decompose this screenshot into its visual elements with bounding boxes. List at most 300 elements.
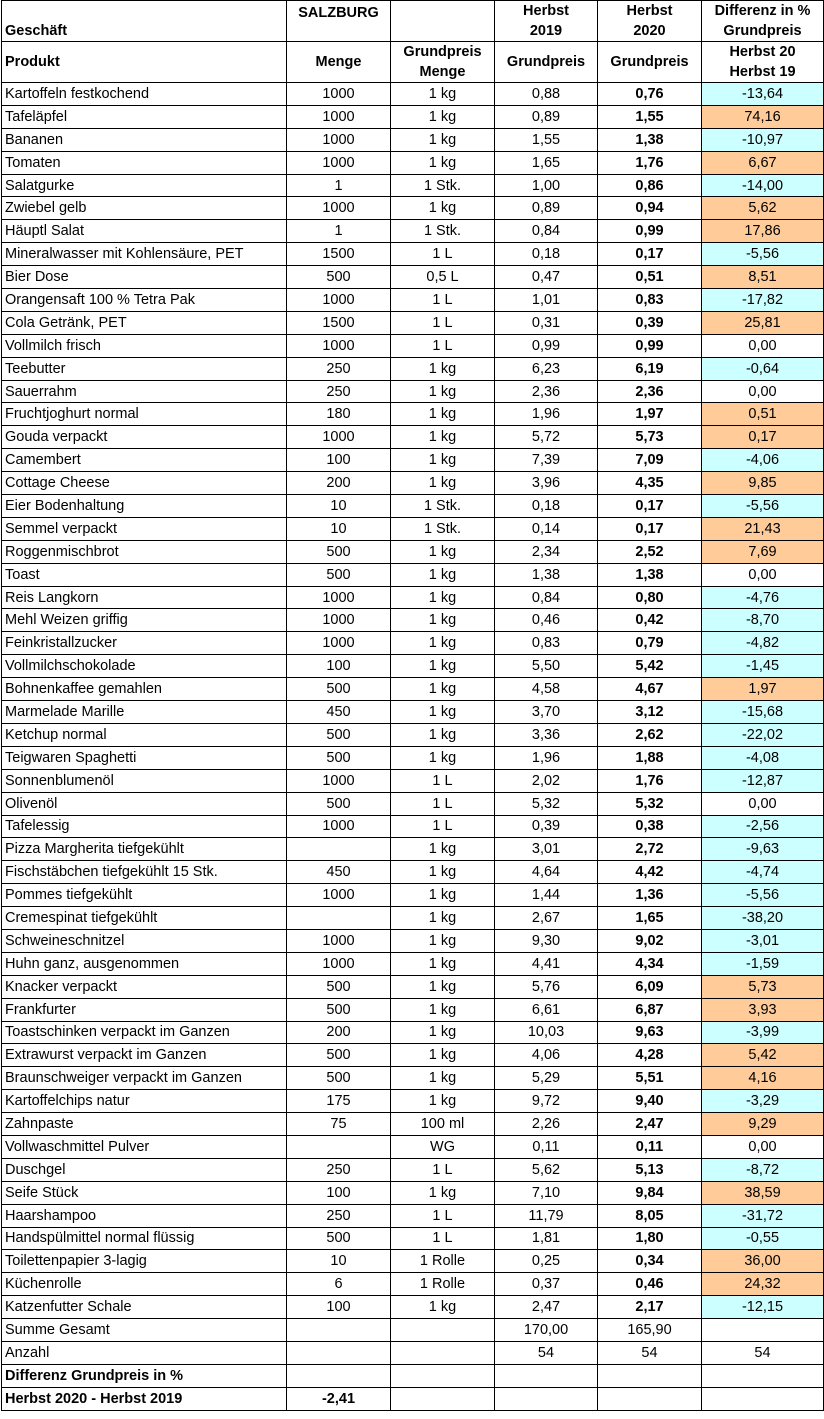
cell-differenz[interactable]: 5,62 [702, 197, 824, 220]
cell-differenz[interactable]: -4,74 [702, 861, 824, 884]
cell-menge[interactable]: 500 [287, 1227, 391, 1250]
cell-grundpreis-2020[interactable]: 0,80 [598, 586, 702, 609]
cell-grundpreis-2020[interactable]: 2,52 [598, 540, 702, 563]
cell-grundpreis-2020[interactable]: 9,40 [598, 1090, 702, 1113]
cell-grundpreis-2020[interactable]: 2,17 [598, 1296, 702, 1319]
cell-differenz[interactable]: 1,97 [702, 678, 824, 701]
cell-differenz[interactable]: 17,86 [702, 220, 824, 243]
cell-menge[interactable]: 10 [287, 495, 391, 518]
differenz-row2-cell-6[interactable] [702, 1387, 824, 1410]
cell-differenz[interactable]: -3,29 [702, 1090, 824, 1113]
cell-differenz[interactable]: 74,16 [702, 105, 824, 128]
cell-grundpreis-2019[interactable]: 0,37 [495, 1273, 598, 1296]
cell-grundpreis-2019[interactable]: 3,96 [495, 472, 598, 495]
cell-grundpreis-menge[interactable]: 1 kg [391, 678, 495, 701]
cell-grundpreis-menge[interactable]: 1 L [391, 289, 495, 312]
cell-menge[interactable] [287, 838, 391, 861]
cell-menge[interactable]: 1000 [287, 769, 391, 792]
cell-differenz[interactable]: 7,69 [702, 540, 824, 563]
cell-grundpreis-2020[interactable]: 5,51 [598, 1067, 702, 1090]
cell-differenz[interactable]: -1,45 [702, 655, 824, 678]
anzahl-2020[interactable]: 54 [598, 1341, 702, 1364]
cell-grundpreis-2019[interactable]: 10,03 [495, 1021, 598, 1044]
cell-grundpreis-2020[interactable]: 5,13 [598, 1158, 702, 1181]
cell-menge[interactable]: 500 [287, 540, 391, 563]
cell-differenz[interactable]: -8,72 [702, 1158, 824, 1181]
cell-grundpreis-2020[interactable]: 0,39 [598, 311, 702, 334]
cell-produkt[interactable]: Sauerrahm [2, 380, 287, 403]
cell-produkt[interactable]: Knacker verpackt [2, 975, 287, 998]
anzahl-menge-cell[interactable] [287, 1341, 391, 1364]
cell-menge[interactable]: 500 [287, 563, 391, 586]
cell-grundpreis-2020[interactable]: 5,42 [598, 655, 702, 678]
cell-grundpreis-menge[interactable]: 1 kg [391, 861, 495, 884]
cell-grundpreis-menge[interactable]: 1 Stk. [391, 174, 495, 197]
cell-differenz[interactable]: 0,51 [702, 403, 824, 426]
cell-produkt[interactable]: Tomaten [2, 151, 287, 174]
cell-menge[interactable]: 500 [287, 746, 391, 769]
cell-produkt[interactable]: Reis Langkorn [2, 586, 287, 609]
cell-grundpreis-2019[interactable]: 1,55 [495, 128, 598, 151]
cell-produkt[interactable]: Toast [2, 563, 287, 586]
cell-menge[interactable]: 1000 [287, 426, 391, 449]
cell-grundpreis-2020[interactable]: 8,05 [598, 1204, 702, 1227]
cell-grundpreis-2019[interactable]: 0,47 [495, 266, 598, 289]
cell-grundpreis-2019[interactable]: 2,26 [495, 1113, 598, 1136]
summe-gmenge-cell[interactable] [391, 1319, 495, 1342]
cell-grundpreis-2019[interactable]: 0,88 [495, 83, 598, 106]
cell-grundpreis-2020[interactable]: 1,80 [598, 1227, 702, 1250]
cell-grundpreis-2020[interactable]: 6,87 [598, 998, 702, 1021]
cell-differenz[interactable]: -4,76 [702, 586, 824, 609]
cell-grundpreis-2019[interactable]: 2,02 [495, 769, 598, 792]
cell-grundpreis-menge[interactable]: 1 kg [391, 357, 495, 380]
cell-grundpreis-2019[interactable]: 2,36 [495, 380, 598, 403]
cell-grundpreis-2020[interactable]: 0,94 [598, 197, 702, 220]
cell-differenz[interactable]: 8,51 [702, 266, 824, 289]
cell-menge[interactable]: 1000 [287, 334, 391, 357]
cell-grundpreis-2020[interactable]: 1,76 [598, 151, 702, 174]
cell-produkt[interactable]: Feinkristallzucker [2, 632, 287, 655]
cell-grundpreis-menge[interactable]: 100 ml [391, 1113, 495, 1136]
cell-menge[interactable]: 75 [287, 1113, 391, 1136]
cell-produkt[interactable]: Haarshampoo [2, 1204, 287, 1227]
cell-grundpreis-menge[interactable]: 1 L [391, 1227, 495, 1250]
cell-grundpreis-2020[interactable]: 7,09 [598, 449, 702, 472]
cell-grundpreis-2019[interactable]: 0,84 [495, 586, 598, 609]
cell-menge[interactable]: 1 [287, 220, 391, 243]
cell-produkt[interactable]: Cremespinat tiefgekühlt [2, 907, 287, 930]
cell-grundpreis-2019[interactable]: 4,41 [495, 952, 598, 975]
differenz-row1-cell-6[interactable] [702, 1364, 824, 1387]
cell-menge[interactable] [287, 907, 391, 930]
cell-grundpreis-2019[interactable]: 0,46 [495, 609, 598, 632]
differenz-row1-cell-3[interactable] [391, 1364, 495, 1387]
cell-grundpreis-menge[interactable]: WG [391, 1135, 495, 1158]
cell-grundpreis-menge[interactable]: 1 kg [391, 426, 495, 449]
cell-grundpreis-2020[interactable]: 2,62 [598, 723, 702, 746]
cell-menge[interactable]: 500 [287, 1044, 391, 1067]
cell-grundpreis-menge[interactable]: 1 kg [391, 746, 495, 769]
cell-grundpreis-2019[interactable]: 7,39 [495, 449, 598, 472]
cell-produkt[interactable]: Duschgel [2, 1158, 287, 1181]
cell-produkt[interactable]: Gouda verpackt [2, 426, 287, 449]
cell-menge[interactable]: 500 [287, 678, 391, 701]
cell-differenz[interactable]: -4,06 [702, 449, 824, 472]
cell-differenz[interactable]: 0,17 [702, 426, 824, 449]
cell-produkt[interactable]: Toastschinken verpackt im Ganzen [2, 1021, 287, 1044]
cell-grundpreis-menge[interactable]: 1 kg [391, 907, 495, 930]
cell-grundpreis-2020[interactable]: 0,83 [598, 289, 702, 312]
cell-produkt[interactable]: Toilettenpapier 3-lagig [2, 1250, 287, 1273]
cell-grundpreis-menge[interactable]: 1 kg [391, 838, 495, 861]
cell-menge[interactable]: 1000 [287, 83, 391, 106]
cell-differenz[interactable]: -4,08 [702, 746, 824, 769]
cell-produkt[interactable]: Mehl Weizen griffig [2, 609, 287, 632]
cell-menge[interactable]: 1000 [287, 632, 391, 655]
cell-produkt[interactable]: Schweineschnitzel [2, 929, 287, 952]
anzahl-label[interactable]: Anzahl [2, 1341, 287, 1364]
header-region[interactable]: SALZBURG [287, 1, 391, 42]
cell-grundpreis-2019[interactable]: 0,83 [495, 632, 598, 655]
cell-grundpreis-2020[interactable]: 0,42 [598, 609, 702, 632]
cell-produkt[interactable]: Mineralwasser mit Kohlensäure, PET [2, 243, 287, 266]
cell-menge[interactable]: 500 [287, 998, 391, 1021]
cell-grundpreis-2019[interactable]: 6,61 [495, 998, 598, 1021]
cell-produkt[interactable]: Roggenmischbrot [2, 540, 287, 563]
cell-differenz[interactable]: -0,64 [702, 357, 824, 380]
cell-differenz[interactable]: -5,56 [702, 495, 824, 518]
cell-grundpreis-2020[interactable]: 0,86 [598, 174, 702, 197]
cell-grundpreis-menge[interactable]: 1 kg [391, 952, 495, 975]
cell-grundpreis-menge[interactable]: 1 kg [391, 1090, 495, 1113]
differenz-row2-cell-4[interactable] [495, 1387, 598, 1410]
cell-grundpreis-menge[interactable]: 1 Stk. [391, 517, 495, 540]
cell-grundpreis-menge[interactable]: 1 kg [391, 540, 495, 563]
cell-produkt[interactable]: Teigwaren Spaghetti [2, 746, 287, 769]
cell-grundpreis-2020[interactable]: 1,55 [598, 105, 702, 128]
cell-grundpreis-2020[interactable]: 0,17 [598, 517, 702, 540]
cell-grundpreis-menge[interactable]: 1 kg [391, 884, 495, 907]
cell-differenz[interactable]: 36,00 [702, 1250, 824, 1273]
cell-menge[interactable]: 1000 [287, 151, 391, 174]
cell-grundpreis-menge[interactable]: 1 kg [391, 403, 495, 426]
cell-grundpreis-2020[interactable]: 1,76 [598, 769, 702, 792]
cell-menge[interactable]: 10 [287, 517, 391, 540]
header-menge[interactable]: Menge [287, 42, 391, 83]
cell-differenz[interactable]: 9,29 [702, 1113, 824, 1136]
header-grundpreis-2020[interactable]: Grundpreis [598, 42, 702, 83]
cell-produkt[interactable]: Pommes tiefgekühlt [2, 884, 287, 907]
cell-differenz[interactable]: -15,68 [702, 701, 824, 724]
cell-produkt[interactable]: Kartoffelchips natur [2, 1090, 287, 1113]
cell-grundpreis-2019[interactable]: 0,14 [495, 517, 598, 540]
cell-differenz[interactable]: -9,63 [702, 838, 824, 861]
cell-differenz[interactable]: 24,32 [702, 1273, 824, 1296]
cell-grundpreis-2020[interactable]: 0,99 [598, 334, 702, 357]
cell-produkt[interactable]: Salatgurke [2, 174, 287, 197]
cell-differenz[interactable]: -31,72 [702, 1204, 824, 1227]
cell-grundpreis-menge[interactable]: 1 kg [391, 151, 495, 174]
cell-differenz[interactable]: 9,85 [702, 472, 824, 495]
cell-produkt[interactable]: Frankfurter [2, 998, 287, 1021]
cell-differenz[interactable]: 0,00 [702, 1135, 824, 1158]
cell-produkt[interactable]: Tafeläpfel [2, 105, 287, 128]
cell-grundpreis-2019[interactable]: 0,39 [495, 815, 598, 838]
cell-menge[interactable]: 1000 [287, 197, 391, 220]
cell-menge[interactable]: 1 [287, 174, 391, 197]
cell-grundpreis-2020[interactable]: 4,42 [598, 861, 702, 884]
cell-produkt[interactable]: Ketchup normal [2, 723, 287, 746]
cell-grundpreis-menge[interactable]: 1 kg [391, 655, 495, 678]
cell-grundpreis-2019[interactable]: 4,58 [495, 678, 598, 701]
cell-differenz[interactable]: -10,97 [702, 128, 824, 151]
cell-grundpreis-2020[interactable]: 2,36 [598, 380, 702, 403]
cell-grundpreis-2019[interactable]: 7,10 [495, 1181, 598, 1204]
cell-produkt[interactable]: Olivenöl [2, 792, 287, 815]
cell-grundpreis-2019[interactable]: 5,76 [495, 975, 598, 998]
cell-grundpreis-2019[interactable]: 9,72 [495, 1090, 598, 1113]
cell-grundpreis-menge[interactable]: 1 kg [391, 197, 495, 220]
cell-grundpreis-menge[interactable]: 1 L [391, 815, 495, 838]
cell-produkt[interactable]: Häuptl Salat [2, 220, 287, 243]
cell-grundpreis-menge[interactable]: 1 kg [391, 1296, 495, 1319]
cell-menge[interactable]: 1000 [287, 289, 391, 312]
cell-grundpreis-2019[interactable]: 5,62 [495, 1158, 598, 1181]
header-geschaeft[interactable]: Geschäft [2, 1, 287, 42]
header-herbst-compare[interactable] [702, 42, 824, 83]
cell-grundpreis-2020[interactable]: 5,73 [598, 426, 702, 449]
cell-produkt[interactable]: Cola Getränk, PET [2, 311, 287, 334]
differenz-row2-cell-5[interactable] [598, 1387, 702, 1410]
cell-menge[interactable]: 1000 [287, 815, 391, 838]
differenz-label-2[interactable]: Herbst 2020 - Herbst 2019 [2, 1387, 287, 1410]
cell-grundpreis-2020[interactable]: 0,38 [598, 815, 702, 838]
cell-grundpreis-2020[interactable]: 1,97 [598, 403, 702, 426]
cell-produkt[interactable]: Semmel verpackt [2, 517, 287, 540]
anzahl-gmenge-cell[interactable] [391, 1341, 495, 1364]
header-produkt[interactable]: Produkt [2, 42, 287, 83]
cell-grundpreis-2020[interactable]: 9,63 [598, 1021, 702, 1044]
summe-label[interactable]: Summe Gesamt [2, 1319, 287, 1342]
header-empty[interactable] [391, 1, 495, 42]
cell-grundpreis-2020[interactable]: 2,47 [598, 1113, 702, 1136]
cell-grundpreis-menge[interactable]: 1 L [391, 311, 495, 334]
cell-grundpreis-menge[interactable]: 1 kg [391, 83, 495, 106]
cell-grundpreis-menge[interactable]: 1 kg [391, 105, 495, 128]
cell-menge[interactable]: 1000 [287, 586, 391, 609]
cell-menge[interactable]: 250 [287, 357, 391, 380]
cell-grundpreis-2019[interactable]: 4,64 [495, 861, 598, 884]
cell-grundpreis-2019[interactable]: 1,96 [495, 403, 598, 426]
cell-produkt[interactable]: Teebutter [2, 357, 287, 380]
cell-grundpreis-menge[interactable]: 0,5 L [391, 266, 495, 289]
cell-produkt[interactable]: Kartoffeln festkochend [2, 83, 287, 106]
cell-differenz[interactable]: -2,56 [702, 815, 824, 838]
cell-menge[interactable]: 1000 [287, 105, 391, 128]
cell-menge[interactable]: 450 [287, 861, 391, 884]
header-herbst-2019[interactable] [495, 1, 598, 42]
cell-grundpreis-menge[interactable]: 1 Rolle [391, 1273, 495, 1296]
differenz-value[interactable]: -2,41 [287, 1387, 391, 1410]
cell-produkt[interactable]: Huhn ganz, ausgenommen [2, 952, 287, 975]
cell-grundpreis-2019[interactable]: 5,29 [495, 1067, 598, 1090]
cell-menge[interactable]: 1000 [287, 128, 391, 151]
cell-grundpreis-2019[interactable]: 0,89 [495, 197, 598, 220]
cell-menge[interactable]: 6 [287, 1273, 391, 1296]
cell-menge[interactable]: 100 [287, 655, 391, 678]
cell-grundpreis-menge[interactable]: 1 kg [391, 1021, 495, 1044]
header-herbst-2020[interactable] [598, 1, 702, 42]
cell-produkt[interactable]: Vollmilch frisch [2, 334, 287, 357]
anzahl-diff[interactable]: 54 [702, 1341, 824, 1364]
cell-differenz[interactable]: 4,16 [702, 1067, 824, 1090]
cell-produkt[interactable]: Zahnpaste [2, 1113, 287, 1136]
cell-grundpreis-2020[interactable]: 1,36 [598, 884, 702, 907]
cell-grundpreis-2020[interactable]: 0,11 [598, 1135, 702, 1158]
cell-grundpreis-2020[interactable]: 1,38 [598, 128, 702, 151]
cell-grundpreis-2019[interactable]: 0,25 [495, 1250, 598, 1273]
cell-grundpreis-2019[interactable]: 2,34 [495, 540, 598, 563]
cell-differenz[interactable]: -1,59 [702, 952, 824, 975]
cell-grundpreis-2020[interactable]: 6,09 [598, 975, 702, 998]
cell-grundpreis-2019[interactable]: 6,23 [495, 357, 598, 380]
cell-grundpreis-2019[interactable]: 1,01 [495, 289, 598, 312]
differenz-row2-cell-3[interactable] [391, 1387, 495, 1410]
cell-differenz[interactable]: -3,01 [702, 929, 824, 952]
cell-menge[interactable]: 250 [287, 380, 391, 403]
cell-grundpreis-2019[interactable]: 1,44 [495, 884, 598, 907]
cell-produkt[interactable]: Sonnenblumenöl [2, 769, 287, 792]
cell-differenz[interactable]: -8,70 [702, 609, 824, 632]
cell-grundpreis-menge[interactable]: 1 L [391, 334, 495, 357]
cell-menge[interactable]: 250 [287, 1158, 391, 1181]
cell-differenz[interactable]: -0,55 [702, 1227, 824, 1250]
cell-grundpreis-menge[interactable]: 1 L [391, 792, 495, 815]
cell-produkt[interactable]: Bier Dose [2, 266, 287, 289]
cell-grundpreis-2020[interactable]: 0,99 [598, 220, 702, 243]
cell-grundpreis-2020[interactable]: 9,02 [598, 929, 702, 952]
cell-menge[interactable]: 1000 [287, 952, 391, 975]
header-grundpreis-menge[interactable] [391, 42, 495, 83]
cell-grundpreis-2019[interactable]: 4,06 [495, 1044, 598, 1067]
cell-differenz[interactable]: -22,02 [702, 723, 824, 746]
cell-produkt[interactable]: Tafelessig [2, 815, 287, 838]
cell-grundpreis-2019[interactable]: 1,65 [495, 151, 598, 174]
cell-grundpreis-2019[interactable]: 0,99 [495, 334, 598, 357]
cell-produkt[interactable]: Bohnenkaffee gemahlen [2, 678, 287, 701]
differenz-row1-cell-2[interactable] [287, 1364, 391, 1387]
cell-grundpreis-menge[interactable]: 1 L [391, 243, 495, 266]
cell-menge[interactable]: 250 [287, 1204, 391, 1227]
cell-menge[interactable]: 1000 [287, 929, 391, 952]
cell-grundpreis-2020[interactable]: 4,28 [598, 1044, 702, 1067]
header-grundpreis-2019[interactable]: Grundpreis [495, 42, 598, 83]
cell-menge[interactable]: 100 [287, 449, 391, 472]
cell-menge[interactable]: 450 [287, 701, 391, 724]
cell-differenz[interactable]: 5,42 [702, 1044, 824, 1067]
cell-menge[interactable]: 500 [287, 723, 391, 746]
cell-grundpreis-menge[interactable]: 1 kg [391, 128, 495, 151]
cell-menge[interactable]: 100 [287, 1181, 391, 1204]
cell-grundpreis-2019[interactable]: 5,32 [495, 792, 598, 815]
cell-grundpreis-2020[interactable]: 0,51 [598, 266, 702, 289]
cell-menge[interactable]: 1000 [287, 884, 391, 907]
cell-grundpreis-2019[interactable]: 1,38 [495, 563, 598, 586]
cell-grundpreis-2019[interactable]: 0,11 [495, 1135, 598, 1158]
cell-grundpreis-2019[interactable]: 1,81 [495, 1227, 598, 1250]
cell-grundpreis-2020[interactable]: 2,72 [598, 838, 702, 861]
cell-produkt[interactable]: Vollwaschmittel Pulver [2, 1135, 287, 1158]
cell-menge[interactable]: 500 [287, 1067, 391, 1090]
cell-grundpreis-2019[interactable]: 0,31 [495, 311, 598, 334]
cell-menge[interactable]: 500 [287, 266, 391, 289]
cell-grundpreis-2019[interactable]: 11,79 [495, 1204, 598, 1227]
cell-grundpreis-2020[interactable]: 0,46 [598, 1273, 702, 1296]
cell-differenz[interactable]: 6,67 [702, 151, 824, 174]
cell-grundpreis-2020[interactable]: 3,12 [598, 701, 702, 724]
cell-grundpreis-menge[interactable]: 1 L [391, 1204, 495, 1227]
cell-differenz[interactable]: 3,93 [702, 998, 824, 1021]
cell-grundpreis-menge[interactable]: 1 L [391, 769, 495, 792]
cell-grundpreis-2020[interactable]: 1,38 [598, 563, 702, 586]
cell-grundpreis-menge[interactable]: 1 Stk. [391, 220, 495, 243]
cell-grundpreis-2020[interactable]: 4,35 [598, 472, 702, 495]
cell-differenz[interactable]: 5,73 [702, 975, 824, 998]
cell-grundpreis-2019[interactable]: 5,72 [495, 426, 598, 449]
cell-grundpreis-2020[interactable]: 0,79 [598, 632, 702, 655]
cell-grundpreis-menge[interactable]: 1 kg [391, 1067, 495, 1090]
header-differenz[interactable] [702, 1, 824, 42]
cell-grundpreis-2019[interactable]: 3,36 [495, 723, 598, 746]
cell-grundpreis-menge[interactable]: 1 kg [391, 998, 495, 1021]
cell-grundpreis-2019[interactable]: 2,47 [495, 1296, 598, 1319]
cell-grundpreis-2019[interactable]: 5,50 [495, 655, 598, 678]
cell-menge[interactable]: 500 [287, 792, 391, 815]
cell-menge[interactable]: 200 [287, 472, 391, 495]
cell-produkt[interactable]: Seife Stück [2, 1181, 287, 1204]
cell-grundpreis-2019[interactable]: 3,01 [495, 838, 598, 861]
cell-grundpreis-2020[interactable]: 9,84 [598, 1181, 702, 1204]
cell-differenz[interactable]: -12,87 [702, 769, 824, 792]
cell-grundpreis-menge[interactable]: 1 Rolle [391, 1250, 495, 1273]
summe-menge-cell[interactable] [287, 1319, 391, 1342]
cell-menge[interactable]: 175 [287, 1090, 391, 1113]
cell-differenz[interactable]: -17,82 [702, 289, 824, 312]
cell-menge[interactable]: 180 [287, 403, 391, 426]
cell-differenz[interactable]: -12,15 [702, 1296, 824, 1319]
summe-diff-cell[interactable] [702, 1319, 824, 1342]
cell-grundpreis-menge[interactable]: 1 kg [391, 563, 495, 586]
cell-grundpreis-2019[interactable]: 9,30 [495, 929, 598, 952]
cell-grundpreis-2019[interactable]: 1,00 [495, 174, 598, 197]
cell-produkt[interactable]: Handspülmittel normal flüssig [2, 1227, 287, 1250]
cell-produkt[interactable]: Küchenrolle [2, 1273, 287, 1296]
cell-grundpreis-menge[interactable]: 1 kg [391, 449, 495, 472]
cell-grundpreis-menge[interactable]: 1 kg [391, 586, 495, 609]
cell-differenz[interactable]: 0,00 [702, 563, 824, 586]
cell-differenz[interactable]: 0,00 [702, 792, 824, 815]
cell-produkt[interactable]: Vollmilchschokolade [2, 655, 287, 678]
cell-differenz[interactable]: -5,56 [702, 243, 824, 266]
cell-grundpreis-2020[interactable]: 4,67 [598, 678, 702, 701]
cell-grundpreis-menge[interactable]: 1 kg [391, 975, 495, 998]
cell-grundpreis-2020[interactable]: 1,65 [598, 907, 702, 930]
cell-grundpreis-menge[interactable]: 1 kg [391, 1044, 495, 1067]
cell-produkt[interactable]: Orangensaft 100 % Tetra Pak [2, 289, 287, 312]
cell-differenz[interactable]: -38,20 [702, 907, 824, 930]
cell-grundpreis-menge[interactable]: 1 kg [391, 701, 495, 724]
